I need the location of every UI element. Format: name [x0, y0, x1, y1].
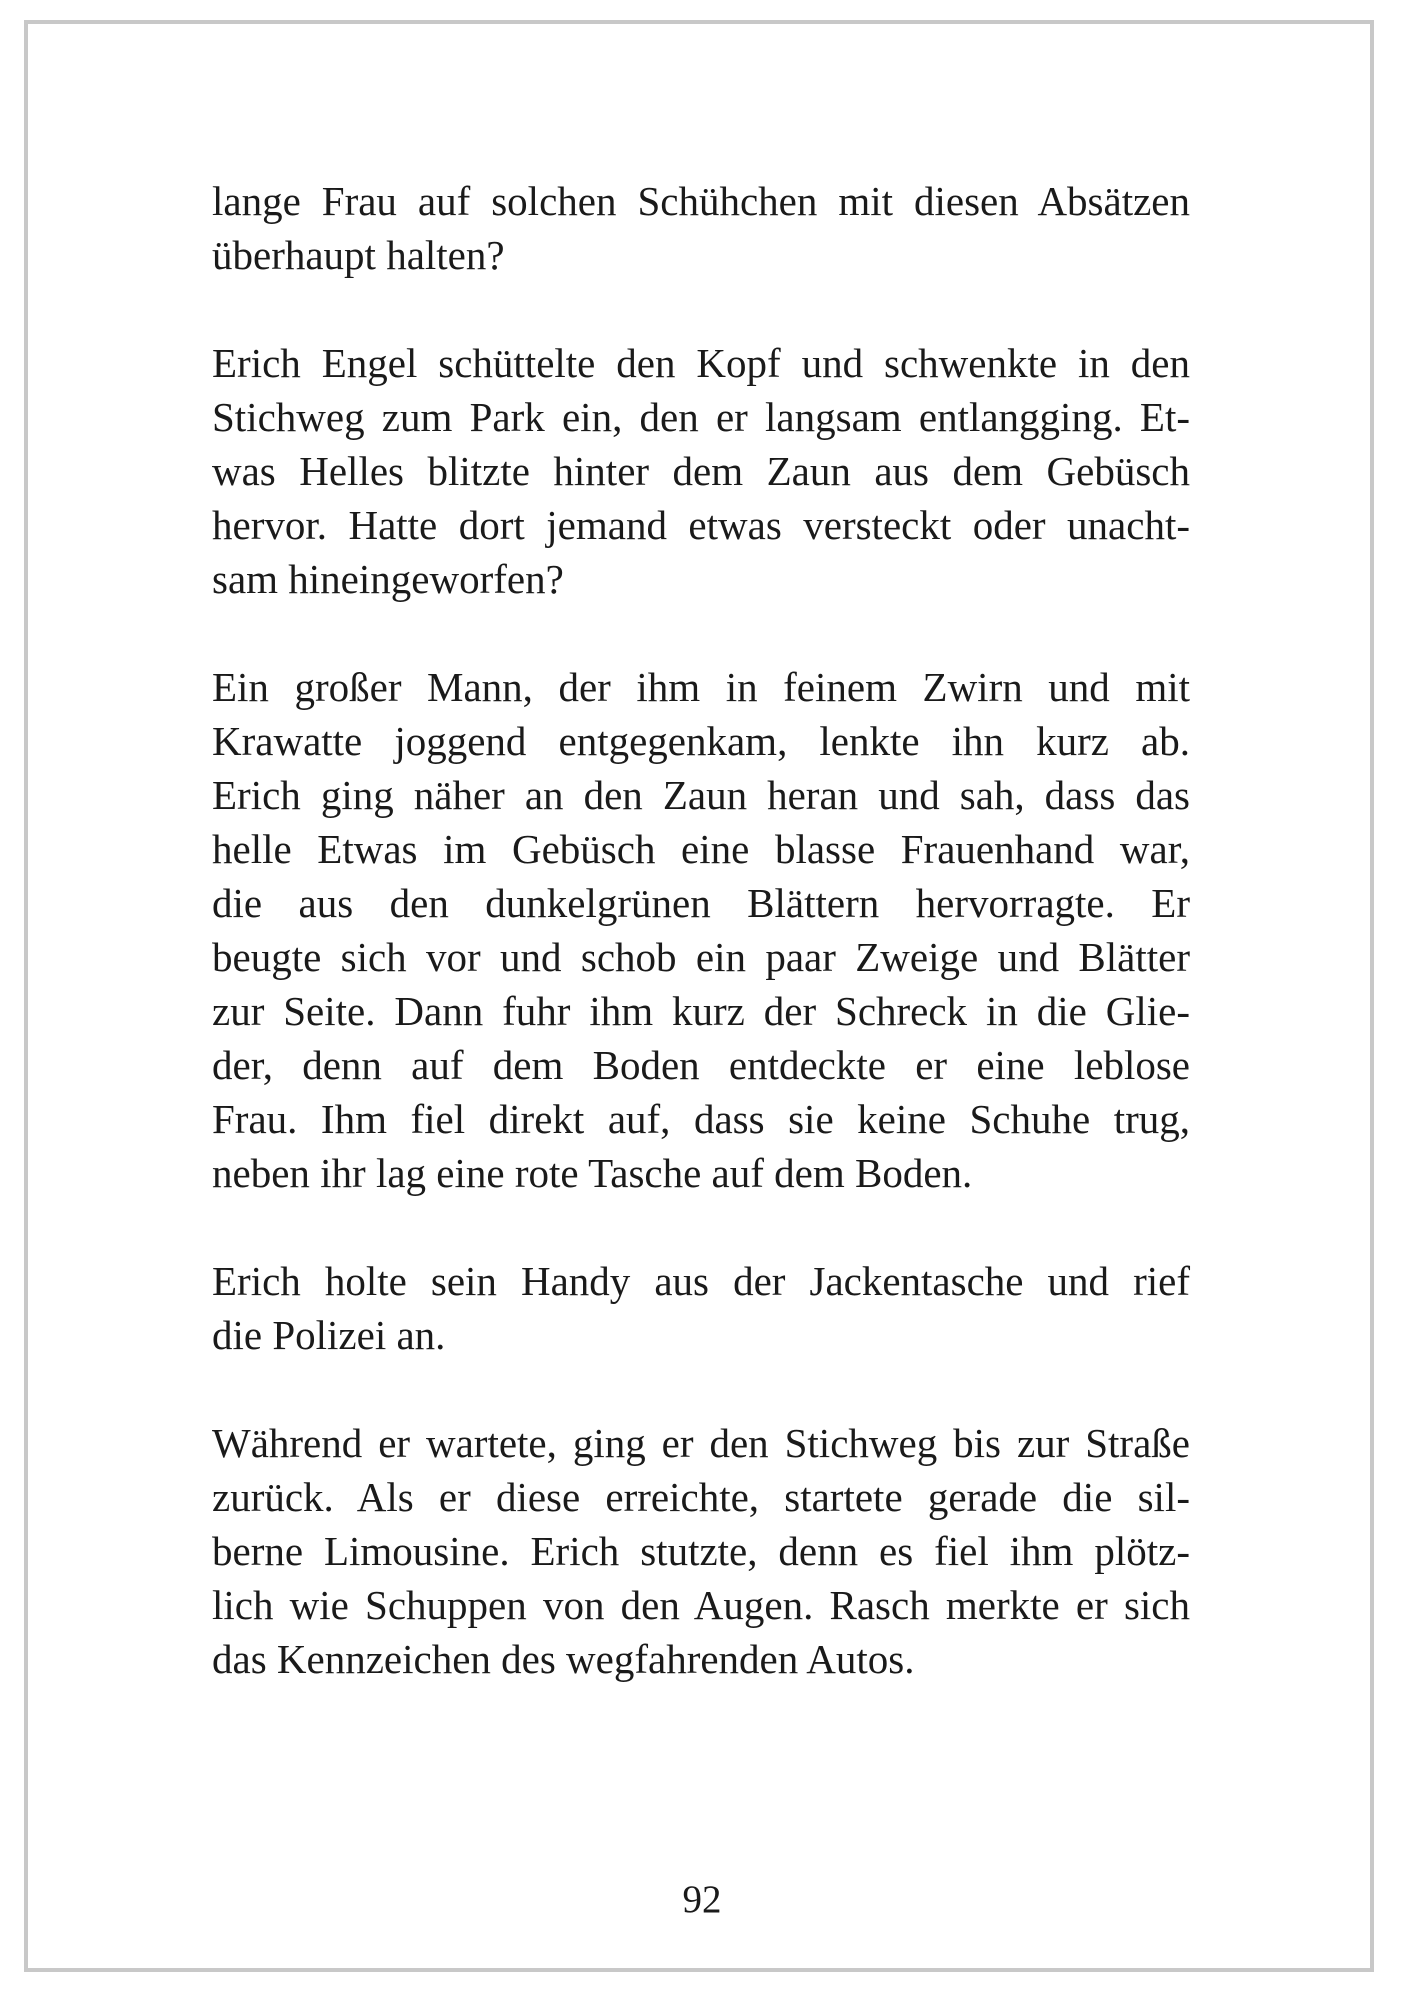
text-line: Erich holte sein Handy aus der Jackentasche und rief [212, 1258, 1190, 1304]
page-number: 92 [682, 1878, 722, 1921]
text-line: das Kennzeichen des wegfahrenden Autos. [212, 1636, 915, 1682]
text-line: zurück. Als er diese erreichte, startete gerade die sil- [212, 1474, 1190, 1520]
text-line: helle Etwas im Gebüsch eine blasse Frauenhand war, [212, 826, 1190, 872]
text-line: neben ihr lag eine rote Tasche auf dem Boden. [212, 1150, 973, 1196]
text-line: Erich ging näher an den Zaun heran und sah, dass das [212, 772, 1190, 818]
text-line: sam hineingeworfen? [212, 556, 564, 602]
text-line: Krawatte joggend entgegenkam, lenkte ihn kurz ab. [212, 718, 1190, 764]
text-line: Erich Engel schüttelte den Kopf und schwenkte in den [212, 340, 1190, 386]
text-line: der, denn auf dem Boden entdeckte er eine leblose [212, 1042, 1190, 1088]
text-line: lich wie Schuppen von den Augen. Rasch merkte er sich [212, 1582, 1190, 1628]
text-line: die aus den dunkelgrünen Blättern hervorragte. Er [212, 880, 1190, 926]
body-text [212, 174, 1190, 1740]
text-line: Ein großer Mann, der ihm in feinem Zwirn und mit [212, 664, 1190, 710]
paragraph-1 [212, 174, 1190, 282]
text-line: hervor. Hatte dort jemand etwas versteckt oder unacht- [212, 502, 1190, 548]
text-line: zur Seite. Dann fuhr ihm kurz der Schreck in die Glie- [212, 988, 1190, 1034]
text-line: lange Frau auf solchen Schühchen mit diesen Absätzen [212, 178, 1190, 224]
text-line: überhaupt halten? [212, 232, 505, 278]
text-line: berne Limousine. Erich stutzte, denn es fiel ihm plötz- [212, 1528, 1190, 1574]
text-line: Während er wartete, ging er den Stichweg bis zur Straße [212, 1420, 1190, 1466]
text-line: Frau. Ihm fiel direkt auf, dass sie keine Schuhe trug, [212, 1096, 1190, 1142]
text-line: beugte sich vor und schob ein paar Zweige und Blätter [212, 934, 1190, 980]
paragraph-2 [212, 336, 1190, 606]
paragraph-5 [212, 1416, 1190, 1686]
paragraph-3 [212, 660, 1190, 1200]
text-line: die Polizei an. [212, 1312, 446, 1358]
paragraph-4 [212, 1254, 1190, 1362]
text-line: Stichweg zum Park ein, den er langsam entlangging. Et- [212, 394, 1190, 440]
text-line: was Helles blitzte hinter dem Zaun aus dem Gebüsch [212, 448, 1190, 494]
